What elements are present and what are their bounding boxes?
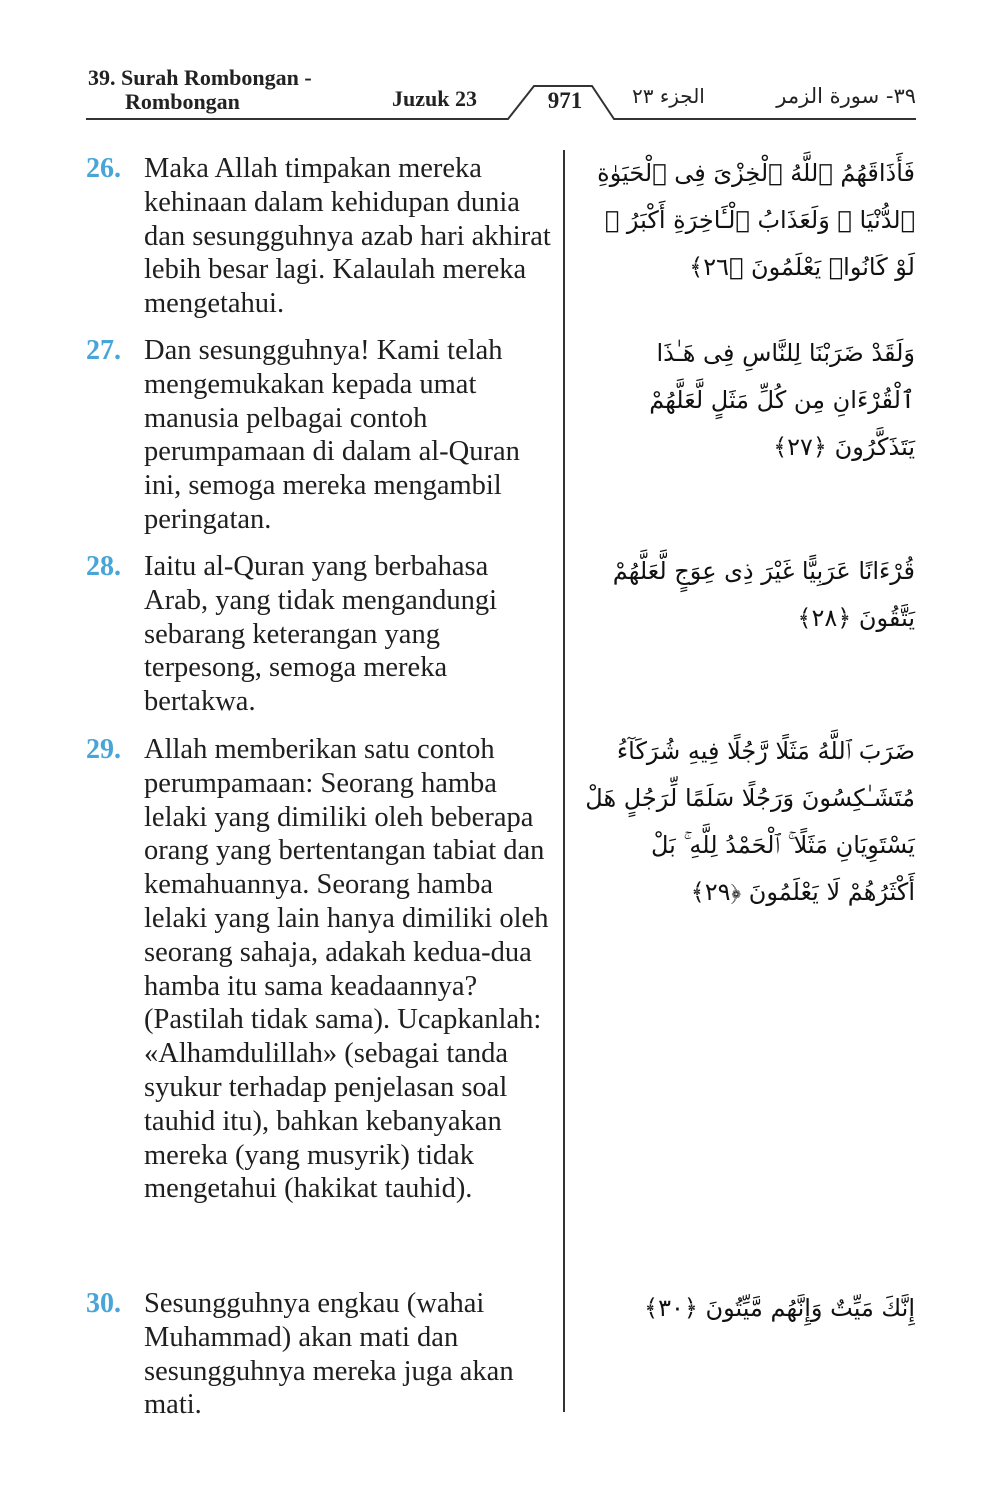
verse-arabic: ضَرَبَ ٱللَّهُ مَثَلًا رَّجُلًا فِيهِ شُرَكَآءُ مُتَشَـٰكِسُونَ وَرَجُلًا سَلَمًا لِّرَجُلٍ هَلْ يَسْتَوِيَانِ مَثَلًا ۚ ٱلْحَمْدُ لِلَّهِ ۚ بَلْ أَكْثَرُهُمْ لَا يَعْلَمُونَ ﴿٢٩﴾ <box>585 737 915 906</box>
surah-title-line2: Rombongan <box>125 89 240 114</box>
page-number: 971 <box>547 88 583 113</box>
verse-arabic: إِنَّكَ مَيِّتٌ وَإِنَّهُم مَّيِّتُونَ ﴿٣٠﴾ <box>644 1294 915 1322</box>
verse-translation: Sesungguhnya engkau (wahai Muhammad) akan mati dan sesungguhnya mereka juga akan mati. <box>144 1288 514 1421</box>
juzuk-label: Juzuk 23 <box>392 86 477 111</box>
surah-title-line1: 39. Surah Rombongan - <box>88 65 312 90</box>
verse-number: 28. <box>86 551 121 582</box>
verse-arabic: فَأَذَاقَهُمُ ٱللَّهُ ٱلْخِزْىَ فِى ٱلْحَيَوٰةِ ٱلدُّنْيَا ۖ وَلَعَذَابُ ٱلْـَٔاخِرَةِ أَكْبَرُ ۚ لَوْ كَانُوا۟ يَعْلَمُونَ ﴿٢٦﴾ <box>597 159 915 281</box>
verse-arabic: قُرْءَانًا عَرَبِيًّا غَيْرَ ذِى عِوَجٍ لَّعَلَّهُمْ يَتَّقُونَ ﴿٢٨﴾ <box>612 557 915 632</box>
column-divider <box>563 150 565 1412</box>
verse-translation: Dan sesungguhnya! Kami telah mengemukakan kepada umat manusia pelbagai contoh perumpamaan di dalam al-Quran ini, semoga mereka mengambil peringatan. <box>144 335 520 535</box>
header-rule <box>0 0 1000 130</box>
verse-number: 29. <box>86 734 121 765</box>
verse-number: 26. <box>86 153 121 184</box>
juz-label-arabic: الجزء ٢٣ <box>632 84 705 108</box>
verse-arabic: وَلَقَدْ ضَرَبْنَا لِلنَّاسِ فِى هَـٰذَا ٱلْقُرْءَانِ مِن كُلِّ مَثَلٍ لَّعَلَّهُمْ يَتَذَكَّرُونَ ﴿٢٧﴾ <box>649 339 915 461</box>
verse-number: 30. <box>86 1288 121 1319</box>
verse-number: 27. <box>86 335 121 366</box>
verse-translation: Maka Allah timpakan mereka kehinaan dalam kehidupan dunia dan sesungguhnya azab hari akhirat lebih besar lagi. Kalaulah mereka mengetahui. <box>144 153 551 320</box>
verse-translation: Iaitu al-Quran yang berbahasa Arab, yang tidak mengandungi sebarang keterangan yang terpesong, semoga mereka bertakwa. <box>144 551 497 718</box>
page-header <box>0 0 1000 130</box>
surah-title-arabic: ٣٩- سورة الزمر <box>776 84 916 108</box>
verse-translation: Allah memberikan satu contoh perumpamaan: Seorang hamba lelaki yang dimiliki oleh beberapa orang yang bertentangan tabiat dan kemahuannya. Seorang hamba lelaki yang lain hanya dimiliki oleh seorang sahaja, adakah kedua-dua hamba itu sama keadaannya? (Pastilah tidak sama). Ucapkanlah: «Alhamdulillah» (sebagai tanda syukur terhadap penjelasan soal tauhid itu), bahkan kebanyakan mereka (yang musyrik) tidak mengetahui (hakikat tauhid). <box>144 734 549 1205</box>
